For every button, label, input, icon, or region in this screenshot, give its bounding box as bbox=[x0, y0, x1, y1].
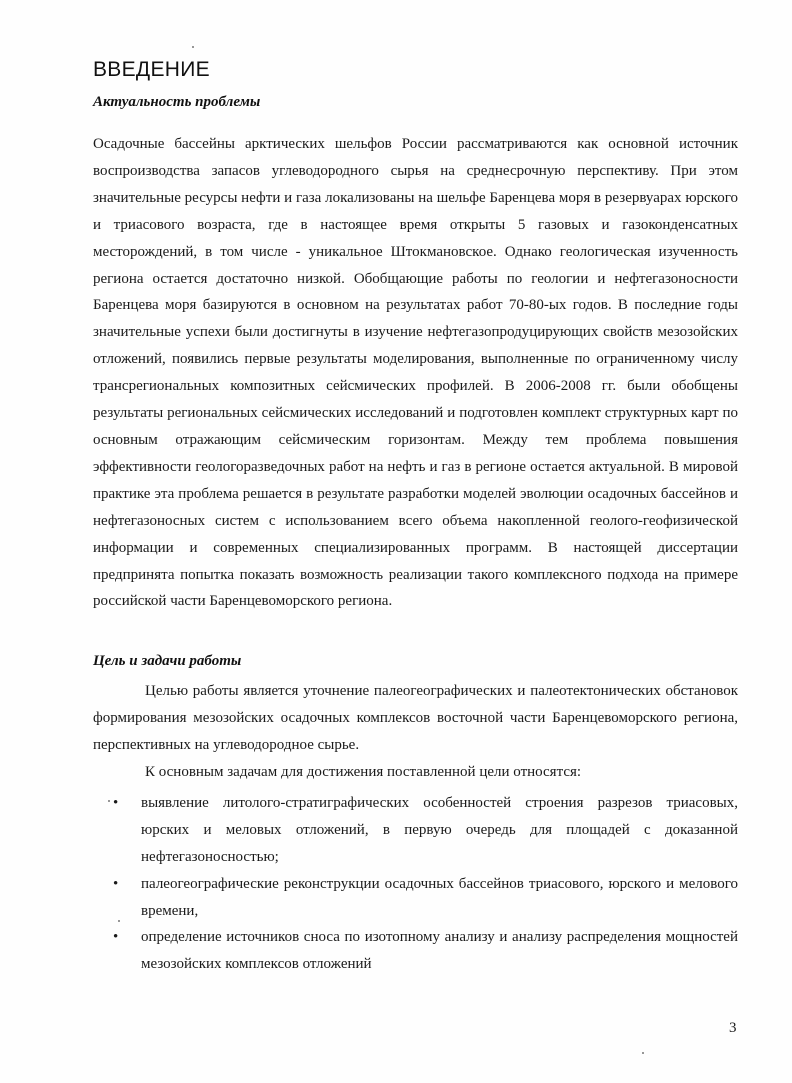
bullet-icon: • bbox=[113, 929, 119, 946]
bullet-icon: • bbox=[113, 875, 119, 892]
task-text: выявление литолого-стратиграфических особенностей строения разрезов триасовых, юрских и меловых отложений, в первую очередь для площадей с доказанной нефтегазоносностью; bbox=[141, 794, 738, 865]
list-item bbox=[93, 871, 738, 925]
scan-speck bbox=[642, 1052, 644, 1054]
list-item bbox=[93, 790, 738, 871]
task-text: определение источников сноса по изотопному анализу и анализу распределения мощностей мезозойских комплексов отложений bbox=[141, 929, 738, 973]
tasks-list bbox=[93, 790, 738, 978]
goal-paragraph: Целью работы является уточнение палеогеографических и палеотектонических обстановок формирования мезозойских осадочных комплексов восточной части Баренцевоморского региона, перспективных на углеводородное сырье. bbox=[93, 683, 738, 754]
bullet-icon: • bbox=[113, 794, 119, 811]
section-title-goals: Цель и задачи работы bbox=[93, 653, 242, 670]
page-content bbox=[93, 58, 738, 978]
task-text: палеогеографические реконструкции осадочных бассейнов триасового, юрского и мелового времени, bbox=[141, 875, 738, 919]
page-number: 3 bbox=[729, 1020, 737, 1036]
scan-speck bbox=[192, 46, 194, 48]
tasks-intro-paragraph: К основным задачам для достижения поставленной цели относятся: bbox=[145, 764, 582, 781]
relevance-paragraph: Осадочные бассейны арктических шельфов России рассматриваются как основной источник воспроизводства запасов углеводородного сырья на среднесрочную перспективу. При этом значительные ресурсы нефти и газа локализованы на шельфе Баренцева моря в резервуарах юрского и триасового возраста, где в настоящее время открыты 5 газовых и газоконденсатных месторождений, в том числе - уникальное Штокмановское. Однако геологическая изученность региона остается достаточно низкой. Обобщающие работы по геологии и нефтегазоносности Баренцева моря базируются в основном на результатах работ 70-80-ых годов. В последние годы значительные успехи были достигнуты в изучение нефтегазопродуцирующих свойств мезозойских отложений, появились первые результаты моделирования, выполненные по ограниченному числу трансрегиональных композитных сейсмических профилей. В 2006-2008 гг. были обобщены результаты региональных сейсмических исследований и подготовлен комплект структурных карт по основным отражающим сейсмическим горизонтам. Между тем проблема повышения эффективности геологоразведочных работ на нефть и газ в регионе остается актуальной. В мировой практике эта проблема решается в результате разработки моделей эволюции осадочных бассейнов и нефтегазоносных систем с использованием всего объема накопленной геолого-геофизической информации и современных специализированных программ. В настоящей диссертации предпринята попытка показать возможность реализации такого комплексного подхода на примере российской части Баренцевоморского региона. bbox=[93, 136, 738, 610]
section-title-relevance: Актуальность проблемы bbox=[93, 94, 261, 110]
page-title: ВВЕДЕНИЕ bbox=[93, 58, 210, 81]
list-item bbox=[93, 924, 738, 978]
